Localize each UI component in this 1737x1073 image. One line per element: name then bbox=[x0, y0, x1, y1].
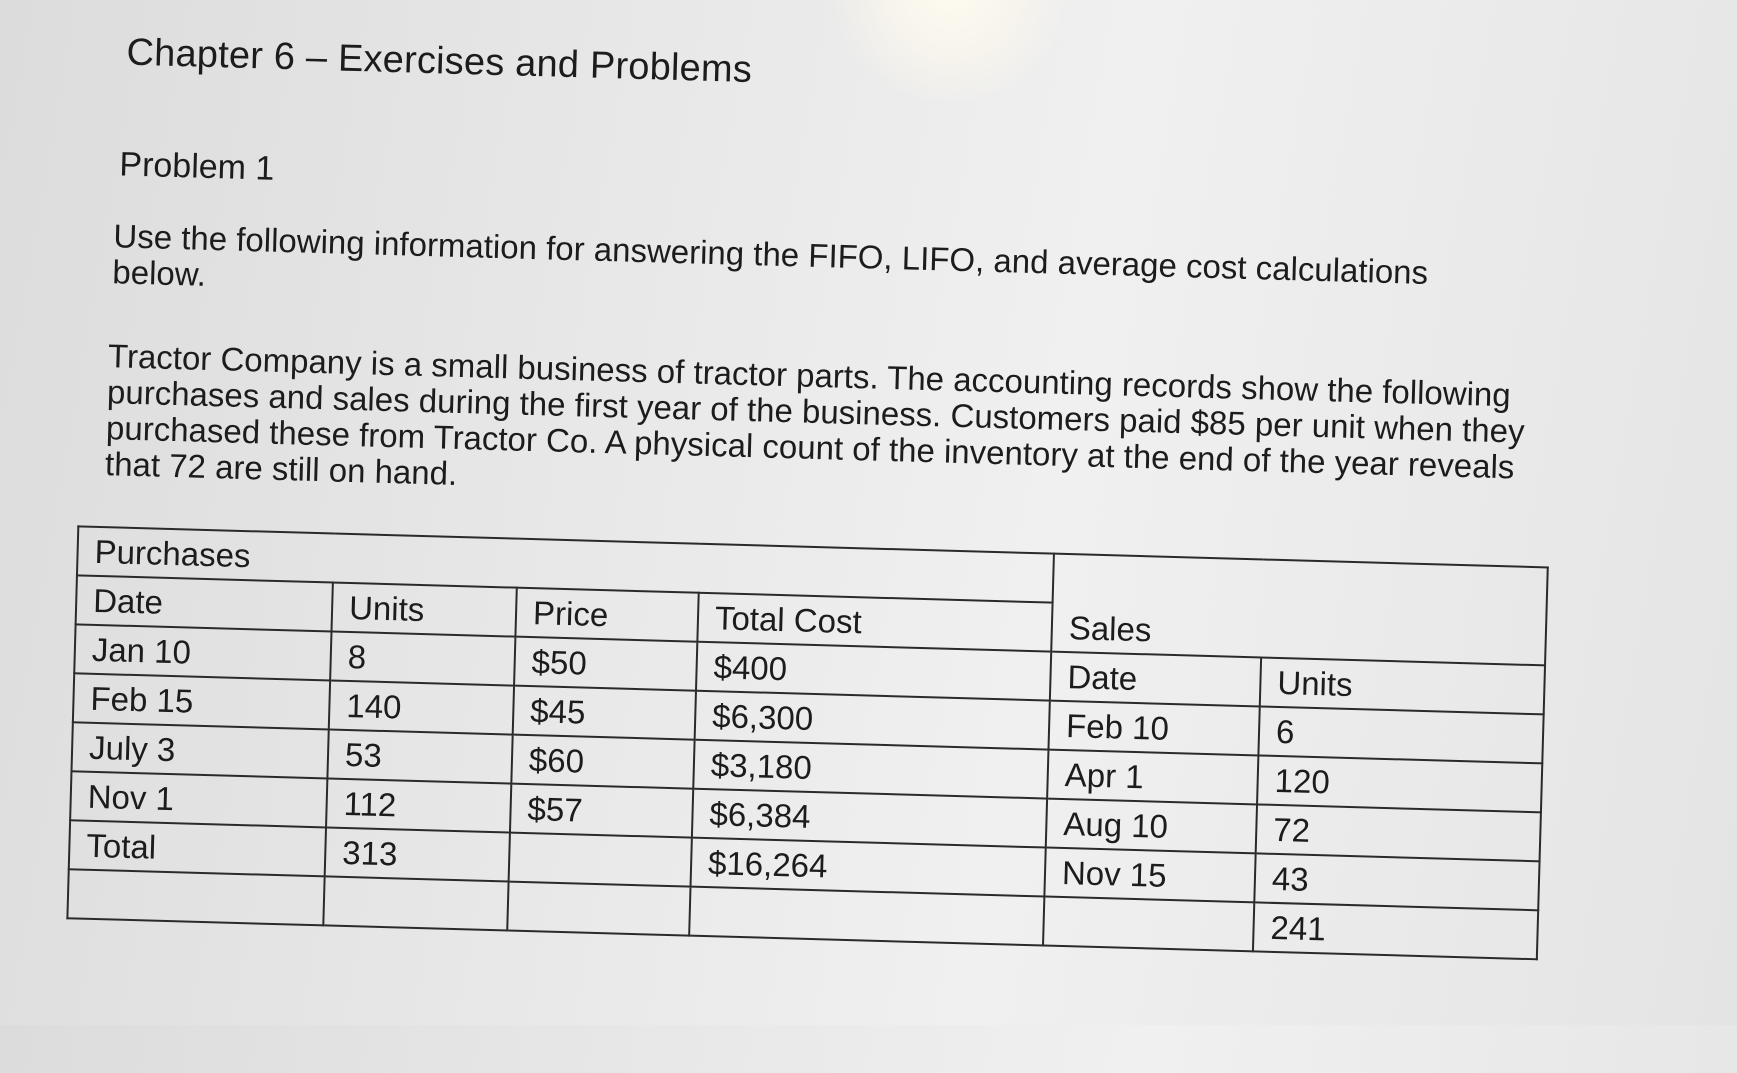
problem-label: Problem 1 bbox=[118, 145, 275, 188]
purchase-price-cell: $57 bbox=[510, 784, 693, 838]
sales-units-cell: 72 bbox=[1256, 804, 1541, 861]
inventory-table bbox=[66, 525, 1548, 960]
sales-units-header: Units bbox=[1260, 657, 1545, 714]
purchase-cost-cell: $400 bbox=[696, 642, 1051, 701]
total-price-cell bbox=[509, 833, 692, 887]
purchase-cost-cell: $3,180 bbox=[693, 740, 1048, 799]
sales-total-units-cell: 241 bbox=[1253, 902, 1538, 959]
purchase-units-cell: 8 bbox=[330, 632, 515, 686]
scenario-paragraph: Tractor Company is a small business of tractor parts. The accounting records show the following purchases and sales during the first year of the business. Customers paid $85 per unit when they purchased these from Tractor Co. A physical count of the inventory at the end of the year reveals that 72 are still on hand. bbox=[104, 337, 1526, 492]
sales-date-cell: Aug 10 bbox=[1046, 799, 1257, 854]
empty-cell bbox=[507, 882, 690, 936]
intro-paragraph: Use the following information for answering the FIFO, LIFO, and average cost calculations below. bbox=[111, 217, 1429, 293]
sales-units-cell: 43 bbox=[1254, 853, 1539, 910]
sales-section-label: Sales bbox=[1051, 603, 1546, 666]
empty-cell bbox=[67, 869, 324, 925]
sales-date-cell: Feb 10 bbox=[1048, 701, 1259, 756]
purchase-price-header: Price bbox=[515, 588, 698, 642]
purchase-date-cell: Feb 15 bbox=[73, 673, 330, 729]
purchase-units-cell: 53 bbox=[327, 729, 512, 783]
empty-cell bbox=[323, 876, 508, 930]
purchase-units-cell: 140 bbox=[329, 680, 514, 734]
sales-units-cell: 120 bbox=[1257, 755, 1542, 812]
purchase-date-cell: Nov 1 bbox=[70, 771, 327, 827]
purchase-units-cell: 112 bbox=[326, 778, 511, 832]
purchase-total-cost-header: Total Cost bbox=[697, 593, 1052, 652]
sales-date-cell: Nov 15 bbox=[1044, 848, 1255, 903]
purchase-price-cell: $50 bbox=[514, 637, 697, 691]
total-label-cell: Total bbox=[69, 820, 326, 876]
sales-total-date-cell bbox=[1043, 897, 1254, 952]
purchase-date-cell: Jan 10 bbox=[74, 624, 331, 680]
total-units-cell: 313 bbox=[325, 827, 510, 881]
purchase-cost-cell: $6,384 bbox=[692, 789, 1047, 848]
purchase-date-cell: July 3 bbox=[71, 722, 328, 778]
sales-date-header: Date bbox=[1050, 652, 1261, 707]
sales-units-cell: 6 bbox=[1258, 706, 1543, 763]
purchase-date-header: Date bbox=[76, 575, 333, 631]
purchase-price-cell: $60 bbox=[511, 735, 694, 789]
purchase-cost-cell: $6,300 bbox=[695, 691, 1050, 750]
sales-date-cell: Apr 1 bbox=[1047, 750, 1258, 805]
purchase-price-cell: $45 bbox=[513, 686, 696, 740]
chapter-title: Chapter 6 – Exercises and Problems bbox=[125, 31, 753, 92]
empty-cell bbox=[689, 887, 1044, 946]
purchase-units-header: Units bbox=[331, 583, 516, 637]
total-cost-cell: $16,264 bbox=[691, 838, 1046, 897]
purchases-section-label: Purchases bbox=[77, 526, 1054, 602]
